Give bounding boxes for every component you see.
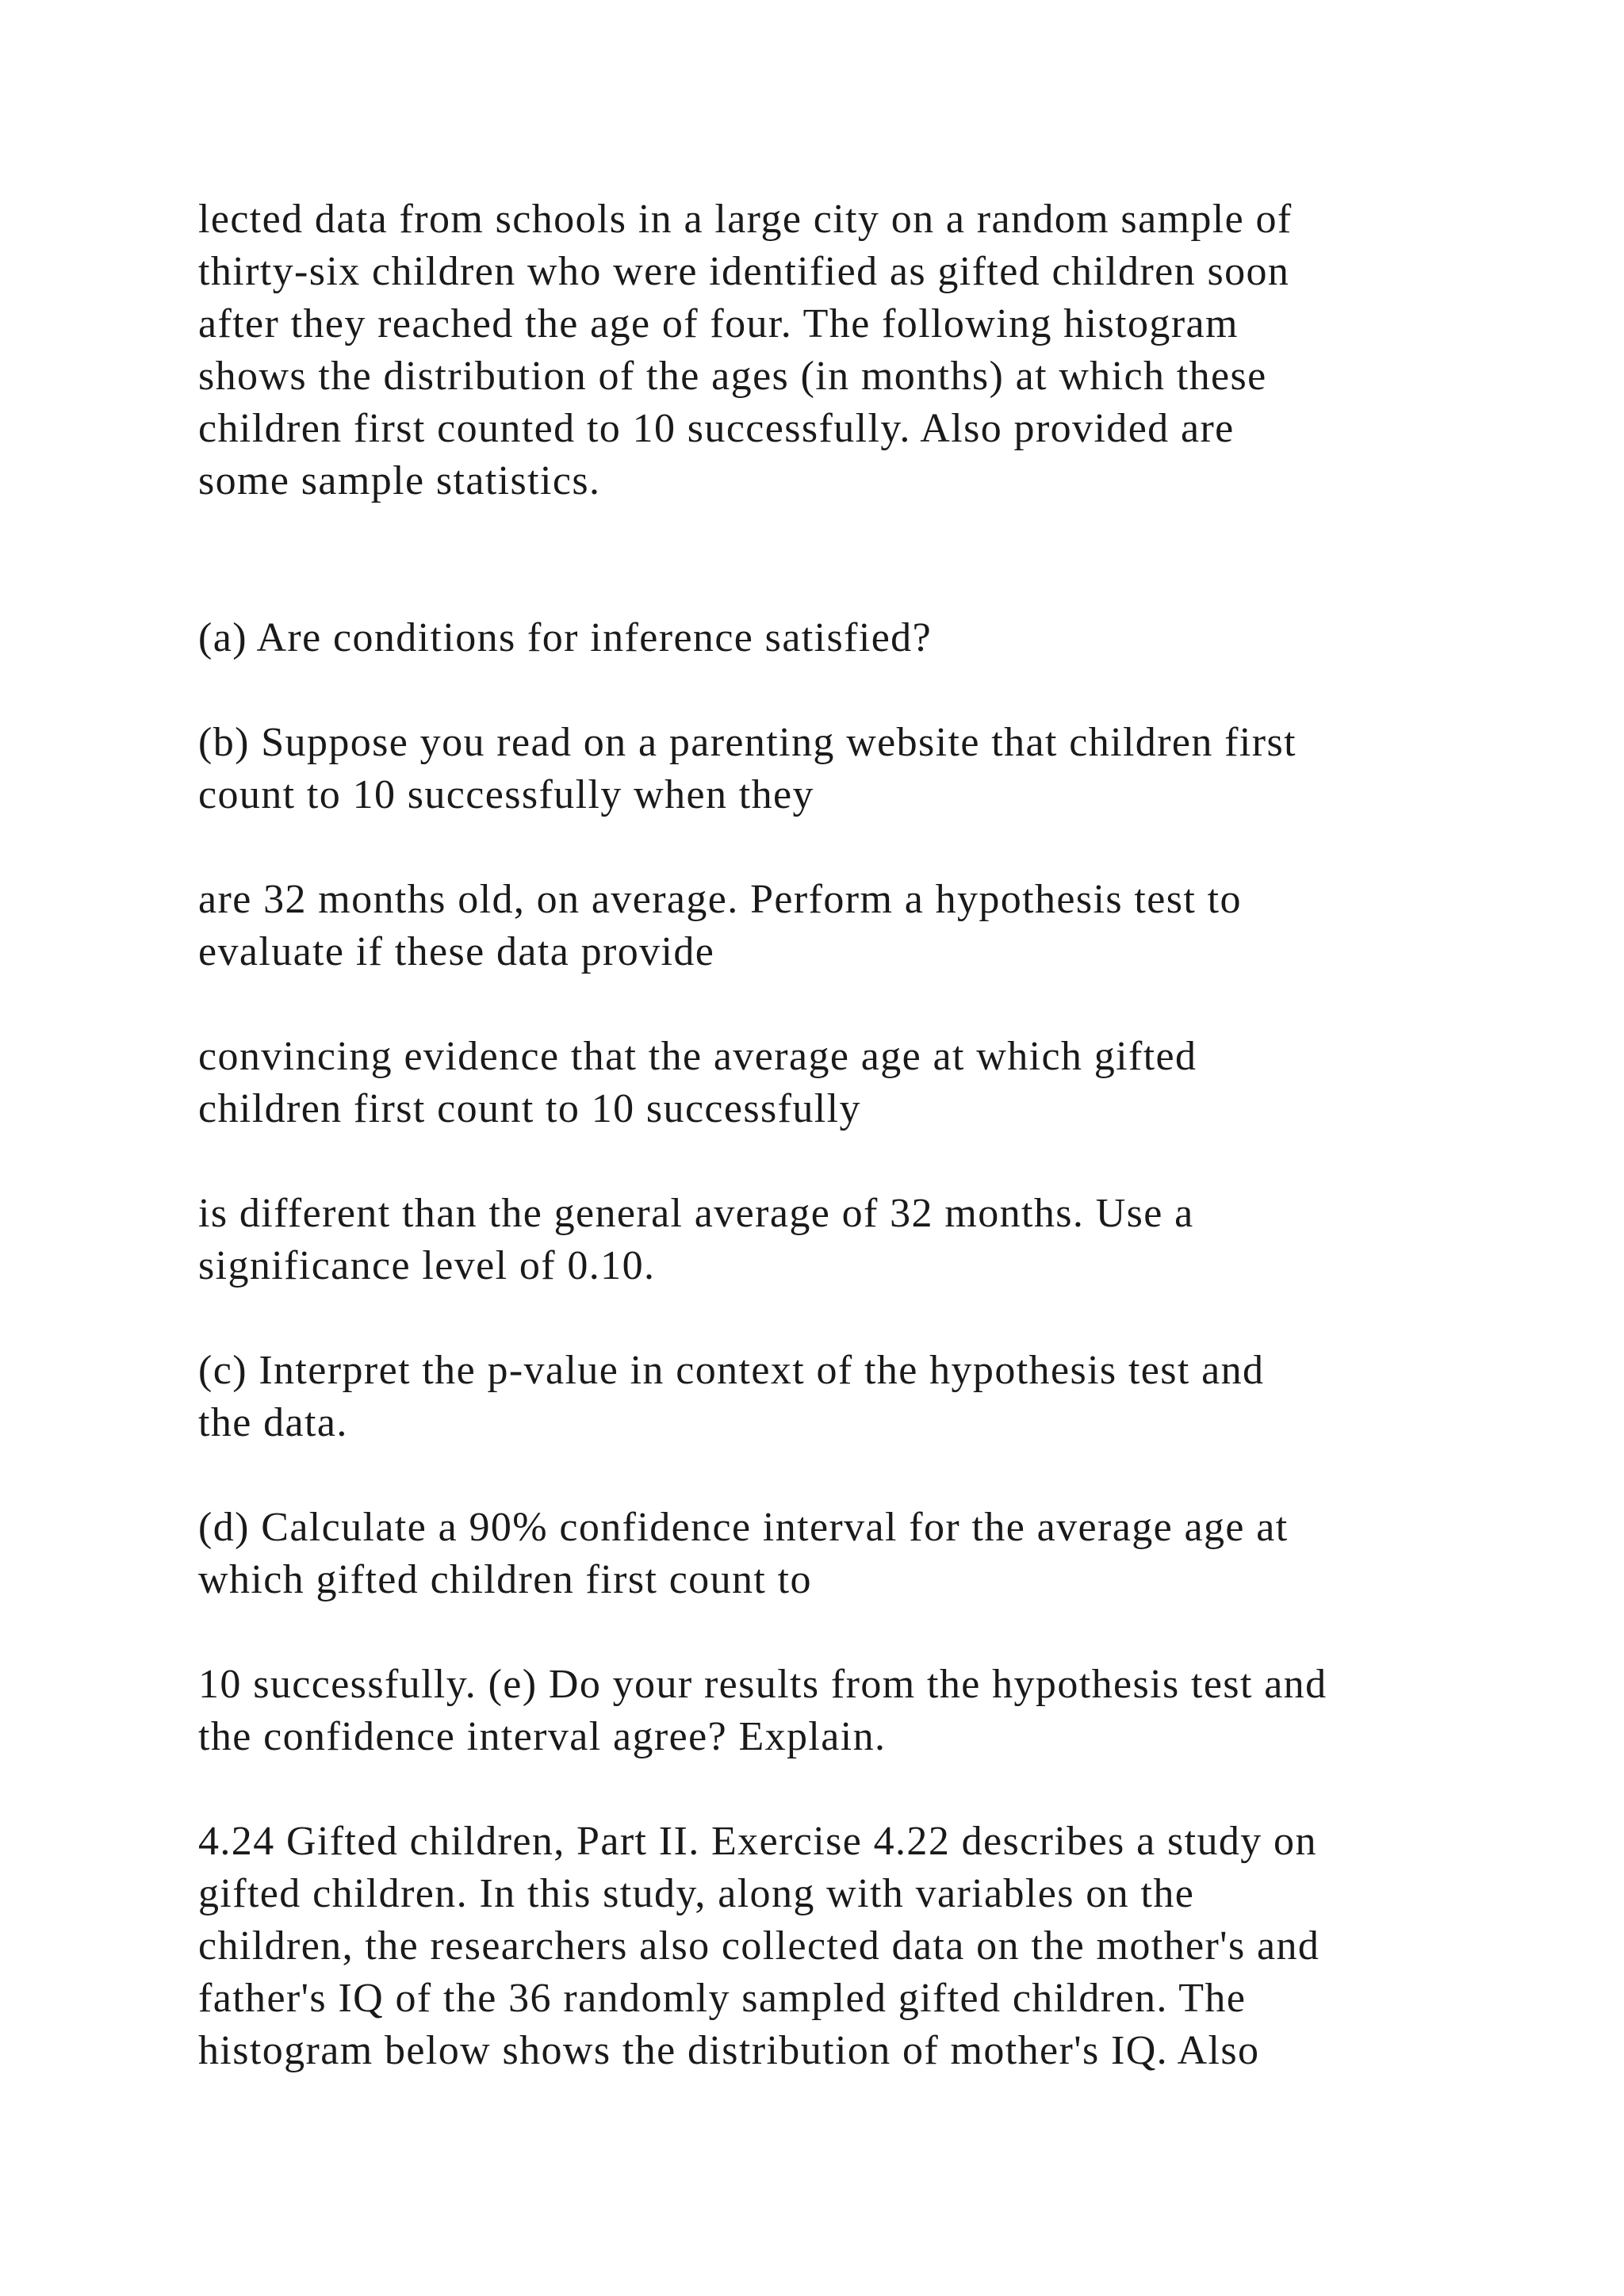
spacer [198, 507, 1546, 612]
spacer [198, 664, 1546, 717]
document-body [198, 193, 1546, 2077]
text-line: the confidence interval agree? Explain. [198, 1714, 887, 1759]
spacer [198, 1763, 1546, 1816]
text-line: 10 successfully. (e) Do your results from the hypothesis test and [198, 1662, 1327, 1707]
spacer [198, 1606, 1546, 1659]
text-line: evaluate if these data provide [198, 929, 715, 974]
spacer [198, 1449, 1546, 1502]
paragraph-part-b-3 [198, 1031, 1546, 1135]
text-line: convincing evidence that the average age at which gifted [198, 1034, 1197, 1079]
text-line: father's IQ of the 36 randomly sampled gifted children. The [198, 1976, 1247, 2021]
spacer [198, 1135, 1546, 1188]
text-line: is different than the general average of 32 months. Use a [198, 1191, 1194, 1236]
paragraph-part-c [198, 1345, 1546, 1449]
text-line: thirty-six children who were identified as gifted children soon [198, 249, 1290, 294]
paragraph-part-a [198, 612, 1546, 664]
text-line: (a) Are conditions for inference satisfied? [198, 615, 933, 660]
paragraph-intro [198, 193, 1546, 507]
text-line: significance level of 0.10. [198, 1243, 656, 1288]
text-line: the data. [198, 1400, 348, 1445]
spacer [198, 1292, 1546, 1345]
paragraph-part-d-e [198, 1659, 1546, 1763]
text-line: (b) Suppose you read on a parenting website that children first [198, 720, 1297, 765]
text-line: (d) Calculate a 90% confidence interval for the average age at [198, 1505, 1289, 1550]
paragraph-part-b-1 [198, 717, 1546, 821]
text-line: children first count to 10 successfully [198, 1086, 861, 1131]
paragraph-part-b-2 [198, 874, 1546, 978]
text-line: after they reached the age of four. The following histogram [198, 301, 1239, 346]
paragraph-part-b-4 [198, 1188, 1546, 1292]
spacer [198, 821, 1546, 874]
text-line: which gifted children first count to [198, 1557, 812, 1602]
text-line: are 32 months old, on average. Perform a hypothesis test to [198, 877, 1242, 922]
text-line: histogram below shows the distribution of mother's IQ. Also [198, 2028, 1260, 2073]
text-line: shows the distribution of the ages (in months) at which these [198, 354, 1267, 399]
text-line: lected data from schools in a large city on a random sample of [198, 197, 1293, 242]
text-line: some sample statistics. [198, 458, 601, 503]
paragraph-exercise-4-24 [198, 1816, 1546, 2077]
text-line: gifted children. In this study, along with variables on the [198, 1871, 1195, 1916]
text-line: children, the researchers also collected data on the mother's and [198, 1923, 1320, 1969]
text-line: count to 10 successfully when they [198, 772, 814, 817]
paragraph-part-d [198, 1502, 1546, 1606]
text-line: children first counted to 10 successfully. Also provided are [198, 406, 1235, 451]
spacer [198, 978, 1546, 1031]
text-line: 4.24 Gifted children, Part II. Exercise 4.22 describes a study on [198, 1819, 1317, 1864]
text-line: (c) Interpret the p-value in context of the hypothesis test and [198, 1348, 1265, 1393]
